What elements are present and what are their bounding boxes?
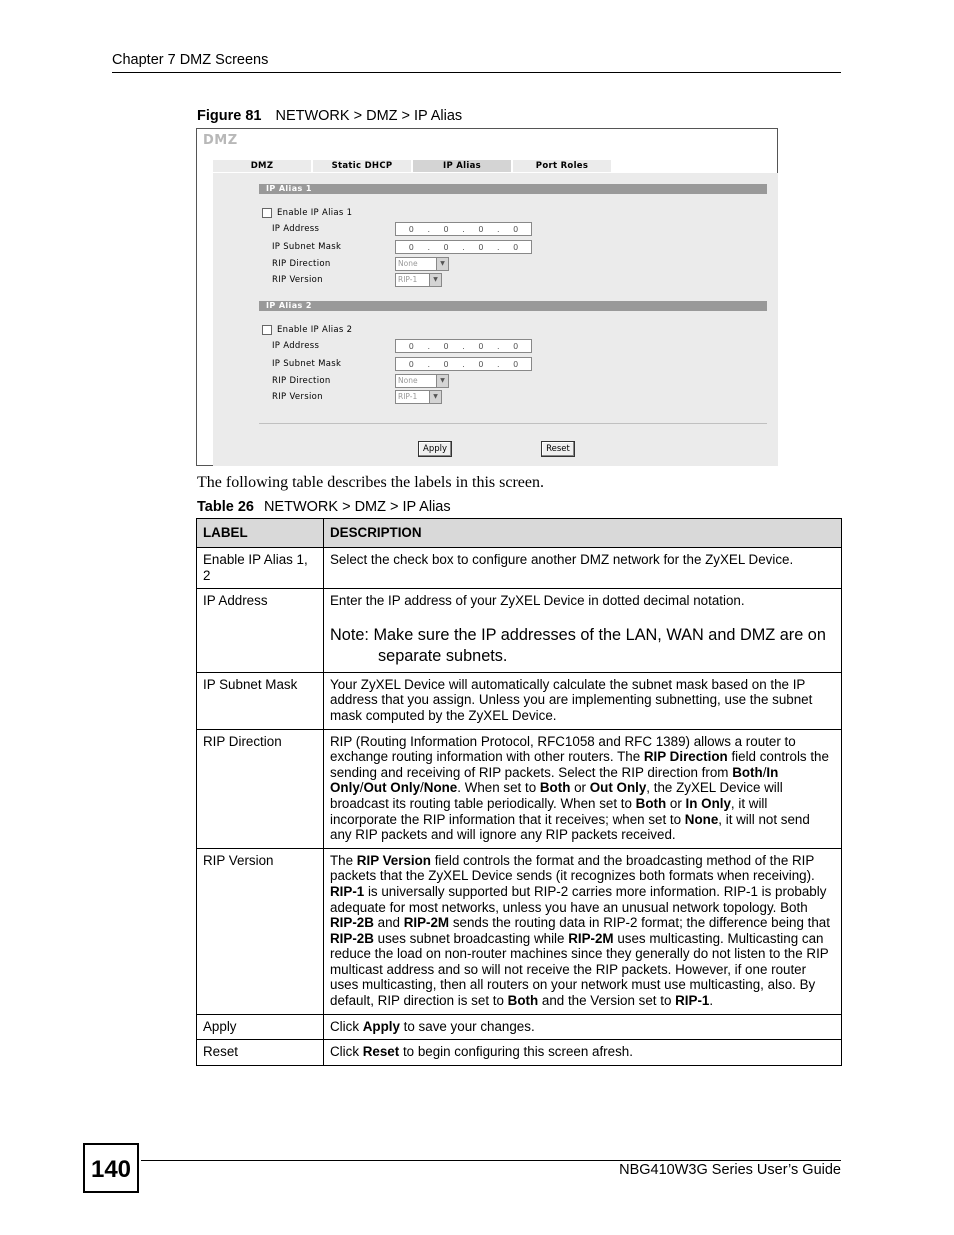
enable-ip-alias-2-checkbox[interactable] [262,325,272,335]
row-description [324,848,842,1014]
row-label: IP Subnet Mask [197,672,324,729]
text-run: , it will not send any RIP packets and will ignore any RIP packets received. [330,811,810,843]
subnet-mask-1-input[interactable] [395,240,532,254]
text-run: / [420,780,424,796]
octet: 0 [443,242,449,252]
label-description-table [196,518,842,1066]
row-description: Your ZyXEL Device will automatically calculate the subnet mask based on the IP address that you assign. Unless you are implementing subnetting, use the subnet mask computed by the ZyXEL Device. [324,672,842,729]
ip-address-1-input[interactable] [395,222,532,236]
row-label: IP Address [197,589,324,673]
dot: . [496,359,500,369]
dot: . [427,341,430,351]
octet: 0 [513,242,519,252]
page-number: 140 [83,1143,139,1193]
description-text: Enter the IP address of your ZyXEL Device in dotted decimal notation. [330,593,745,609]
octet: 0 [408,359,414,369]
text-run: and the Version set to [538,993,676,1009]
dot: . [462,224,465,234]
note-text: Note: Make sure the IP addresses of the LAN, WAN and DMZ are on separate subnets. [330,625,826,665]
bold-run: Both [507,993,539,1009]
rip-version-1-select[interactable] [395,273,442,287]
octet: 0 [408,242,414,252]
chevron-down-icon: ▼ [429,391,441,403]
text-run: uses subnet broadcasting while [373,930,569,946]
table-row [197,848,842,1014]
tab-static-dhcp[interactable]: Static DHCP [313,159,411,172]
bold-run: RIP-2M [568,930,614,946]
table-row [197,1014,842,1040]
tab-port-roles[interactable]: Port Roles [513,159,611,172]
rip-direction-label: RIP Direction [272,259,331,269]
row-label: RIP Direction [197,729,324,848]
bold-run: Apply [362,1018,400,1034]
chevron-down-icon: ▼ [429,274,441,286]
dot: . [427,224,430,234]
bold-run: RIP-2B [330,915,374,931]
bold-run: RIP-2M [403,915,450,931]
select-value: RIP-1 [398,275,418,284]
text-run: Click [330,1018,363,1034]
table-caption [197,499,451,515]
dot: . [496,224,500,234]
bold-run: Both [635,795,667,811]
row-description [324,729,842,848]
octet: 0 [478,359,484,369]
enable-ip-alias-2-label: Enable IP Alias 2 [277,325,353,335]
section-title-ip-alias-1: IP Alias 1 [259,184,767,194]
bold-run: Out Only [589,780,647,796]
ip-address-2-input[interactable] [395,339,532,353]
dot: . [462,242,465,252]
column-header-description: DESCRIPTION [324,519,842,548]
table-header-row [197,519,842,548]
row-description [324,589,842,673]
bold-run: RIP Direction [643,749,728,765]
figure-caption [197,108,462,124]
subnet-mask-label: IP Subnet Mask [272,359,342,369]
text-run: / [762,764,767,780]
row-label: RIP Version [197,848,324,1014]
octet: 0 [513,341,519,351]
text-run: . [709,993,714,1009]
bold-run: Out Only [363,780,421,796]
text-run: , the ZyXEL Device will broadcast its routing table periodically. When set to [330,780,783,811]
footer-rule [141,1160,841,1161]
rip-direction-label: RIP Direction [272,376,331,386]
bold-run: In Only [685,795,731,811]
text-run: . When set to [457,780,540,796]
text-run: / [359,780,364,796]
octet: 0 [478,242,484,252]
text-run: sends the routing data in RIP-2 format; the difference being that [449,915,830,931]
subnet-mask-2-input[interactable] [395,357,532,371]
enable-ip-alias-1-label: Enable IP Alias 1 [277,208,353,218]
dmz-ip-alias-screenshot [196,128,778,466]
dot: . [427,242,430,252]
row-description [324,1040,842,1066]
row-description [324,1014,842,1040]
divider [259,423,767,424]
screen-heading: DMZ [203,133,238,148]
dot: . [462,359,465,369]
select-value: None [398,376,418,385]
text-run: to save your changes. [399,1018,535,1034]
bold-run: Both [732,764,763,780]
text-run: , it will incorporate the RIP information that it receives; when set to [330,795,768,827]
text-run: The [330,852,357,868]
enable-ip-alias-1-checkbox[interactable] [262,208,272,218]
table-row [197,548,842,589]
table-label: Table 26 [197,499,254,515]
dot: . [496,341,500,351]
rip-version-2-select[interactable] [395,390,442,404]
octet: 0 [408,341,414,351]
text-run: field controls the format and the broadcasting method of the RIP packets that the ZyXEL Device sends (it recognizes both formats when receiving). [330,852,815,884]
section-title-ip-alias-2: IP Alias 2 [259,301,767,311]
bold-run: None [684,811,719,827]
text-run: to begin configuring this screen afresh. [399,1044,633,1060]
table-row [197,672,842,729]
bold-run: Both [539,780,571,796]
bold-run: RIP-2B [330,930,374,946]
table-row [197,1040,842,1066]
figure-label: Figure 81 [197,108,262,124]
guide-title: NBG410W3G Series User’s Guide [619,1162,841,1178]
bold-run: In Only [330,764,779,796]
intro-text: The following table describes the labels in this screen. [197,474,545,491]
rip-version-label: RIP Version [272,392,323,402]
tab-ip-alias[interactable]: IP Alias [413,159,511,172]
octet: 0 [443,341,449,351]
settings-panel [213,173,778,466]
ip-address-label: IP Address [272,224,320,234]
header-rule [112,72,841,73]
row-label: Reset [197,1040,324,1066]
row-description: Select the check box to configure another DMZ network for the ZyXEL Device. [324,548,842,589]
text-run: RIP (Routing Information Protocol, RFC1058 and RFC 1389) allows a router to exchange routing information with other routers. The [330,733,796,765]
text-run: is universally supported but RIP-2 carries more information. RIP-1 is probably adequate for most networks, unless you have an unusual network topology. Both [330,883,827,915]
text-run: uses multicasting. Multicasting can reduce the load on non-router machines since they generally do not listen to the RIP multicast address and so will not receive the RIP packets. However, if one router uses multicasting, then all routers on your network must use multicasting, also. By default, RIP direction is set to [330,930,829,1009]
rip-direction-1-select[interactable] [395,257,449,271]
figure-title: NETWORK > DMZ > IP Alias [275,108,463,124]
octet: 0 [443,359,449,369]
bold-run: RIP-1 [675,993,710,1009]
bold-run: RIP Version [356,852,431,868]
select-value: RIP-1 [398,392,418,401]
text-run: or [666,795,686,811]
table-row [197,729,842,848]
table-row [197,589,842,673]
bold-run: Reset [362,1044,400,1060]
text-run: or [570,780,590,796]
subnet-mask-label: IP Subnet Mask [272,242,342,252]
text-run: field controls the sending and receiving of RIP packets. Select the RIP direction from [330,749,829,780]
rip-direction-2-select[interactable] [395,374,449,388]
dot: . [427,359,430,369]
text-run: Click [330,1044,363,1060]
chevron-down-icon: ▼ [436,375,448,387]
ip-address-label: IP Address [272,341,320,351]
column-header-label: LABEL [197,519,324,548]
bold-run: RIP-1 [330,883,365,899]
apply-button[interactable]: Apply [418,441,452,457]
row-label: Enable IP Alias 1, 2 [197,548,324,589]
select-value: None [398,259,418,268]
octet: 0 [408,224,414,234]
dot: . [496,242,500,252]
text-run: and [373,915,404,931]
bold-run: None [423,780,458,796]
table-title: NETWORK > DMZ > IP Alias [263,499,451,515]
octet: 0 [443,224,449,234]
octet: 0 [478,341,484,351]
chevron-down-icon: ▼ [436,258,448,270]
octet: 0 [478,224,484,234]
row-label: Apply [197,1014,324,1040]
reset-button[interactable]: Reset [541,441,575,457]
dot: . [462,341,465,351]
tab-dmz[interactable]: DMZ [213,159,311,172]
chapter-header: Chapter 7 DMZ Screens [112,52,269,68]
rip-version-label: RIP Version [272,275,323,285]
octet: 0 [513,224,519,234]
octet: 0 [513,359,519,369]
